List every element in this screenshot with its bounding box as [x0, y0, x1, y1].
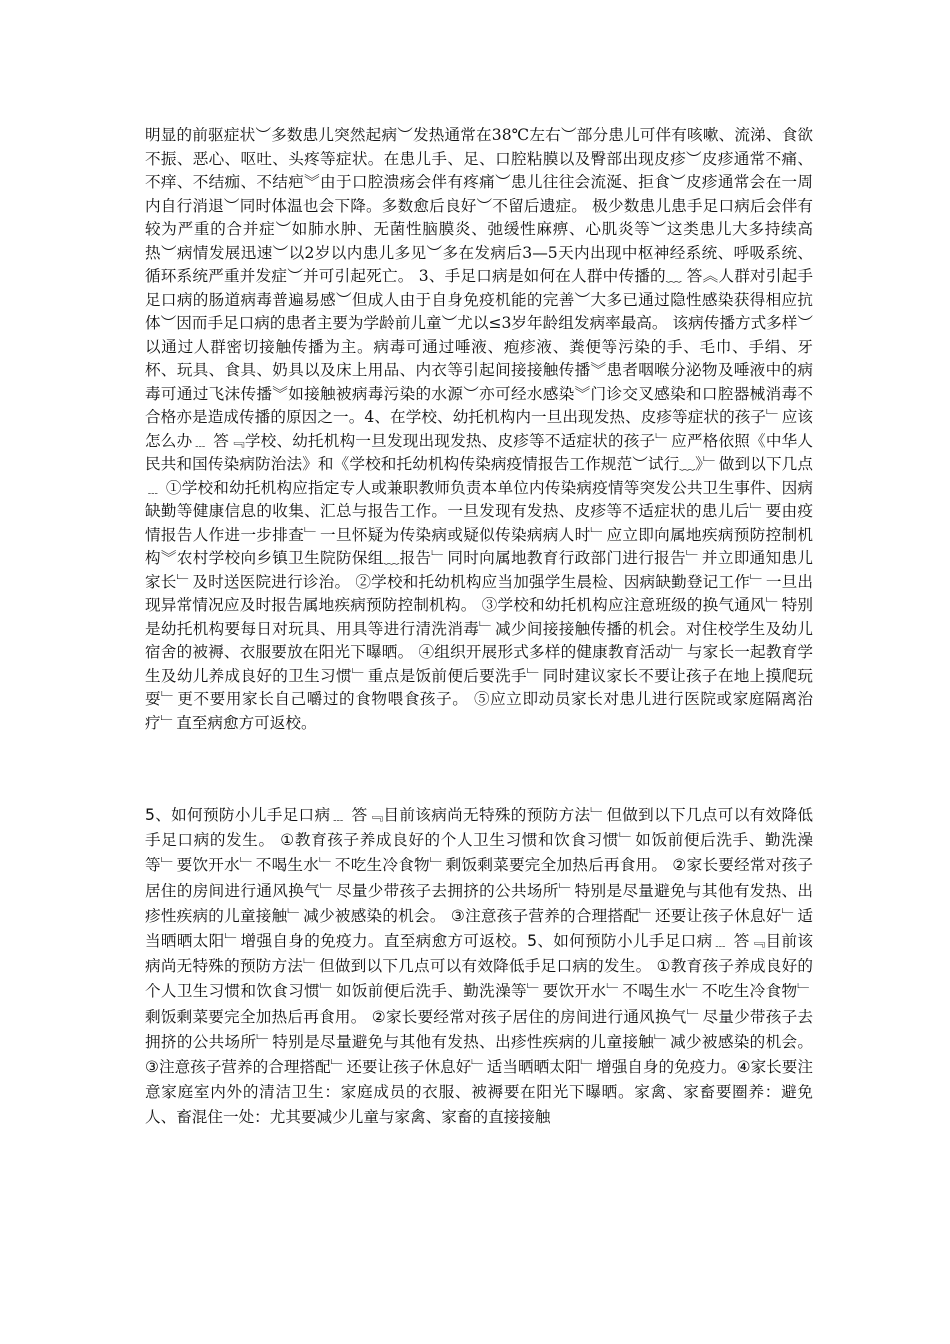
- body-paragraph-sans: 5、如何预防小儿手足口病﹍ 答﹃目前该病尚无特殊的预防方法﹂但做到以下几点可以有效降低手足口病的发生。 ①教育孩子养成良好的个人卫生习惯和饮食习惯﹂如饭前便后洗手、勤洗澡等﹂要饮开水﹂不喝生水﹂不吃生冷食物﹂剩饭剩菜要完全加热后再食用。 ②家长要经常对孩子居住的房间进行通风换气﹂尽量少带孩子去拥挤的公共场所﹂特别是尽量避免与其他有发热、出疹性疾病的儿童接触﹂减少被感染的机会。 ③注意孩子营养的合理搭配﹂还要让孩子休息好﹂适当晒晒太阳﹂增强自身的免疫力。直至病愈方可返校。5、如何预防小儿手足口病﹍ 答﹃目前该病尚无特殊的预防方法﹂但做到以下几点可以有效降低手足口病的发生。 ①教育孩子养成良好的个人卫生习惯和饮食习惯﹂如饭前便后洗手、勤洗澡等﹂要饮开水﹂不喝生水﹂不吃生冷食物﹂剩饭剩菜要完全加热后再食用。 ②家长要经常对孩子居住的房间进行通风换气﹂尽量少带孩子去拥挤的公共场所﹂特别是尽量避免与其他有发热、出疹性疾病的儿童接触﹂减少被感染的机会。 ③注意孩子营养的合理搭配﹂还要让孩子休息好﹂适当晒晒太阳﹂增强自身的免疫力。④家长要注意家庭室内外的清洁卫生：家庭成员的衣服、被褥要在阳光下曝晒。家禽、家畜要圈养：避免人、畜混住一处：尤其要减少儿童与家禽、家畜的直接接触: [145, 806, 813, 1127]
- body-paragraph-serif: 明显的前驱症状︶多数患儿突然起病︶发热通常在38℃左右︶部分患儿可伴有咳嗽、流涕、食欲不振、恶心、呕吐、头疼等症状。在患儿手、足、口腔粘膜以及臀部出现皮疹︶皮疹通常不痛、不痒、不结痂、不结疤︾由于口腔溃疡会伴有疼痛︶患儿往往会流涎、拒食︶皮疹通常会在一周内自行消退︶同时体温也会下降。多数愈后良好︶不留后遗症。 极少数患儿患手足口病后会伴有较为严重的合并症︶如肺水肿、无菌性脑膜炎、弛缓性麻痹、心肌炎等︶这类患儿大多持续高热︶病情发展迅速︶以2岁以内患儿多见︶多在发病后3—5天内出现中枢神经系统、呼吸系统、循环系统严重并发症︶并可引起死亡。 3、手足口病是如何在人群中传播的﹏ 答︽人群对引起手足口病的肠道病毒普遍易感︶但成人由于自身免疫机能的完善︶大多已通过隐性感染获得相应抗体︶因而手足口病的患者主要为学龄前儿童︶尤以≤3岁年龄组发病率最高。 该病传播方式多样︶以通过人群密切接触传播为主。病毒可通过唾液、疱疹液、粪便等污染的手、毛巾、手绢、牙杯、玩具、食具、奶具以及床上用品、内衣等引起间接接触传播︾患者咽喉分泌物及唾液中的病毒可通过飞沫传播︾如接触被病毒污染的水源︶亦可经水感染︾门诊交叉感染和口腔器械消毒不合格亦是造成传播的原因之一。4、在学校、幼托机构内一旦出现发热、皮疹等症状的孩子﹂应该怎么办﹍ 答﹃学校、幼托机构一旦发现出现发热、皮疹等不适症状的孩子﹂应严格依照《中华人民共和国传染病防治法》和《学校和托幼机构传染病疫情报告工作规范︶试行﹏》﹂做到以下几点﹍ ①学校和幼托机构应指定专人或兼职教师负责本单位内传染病疫情等突发公共卫生事件、因病缺勤等健康信息的收集、汇总与报告工作。一旦发现有发热、皮疹等不适症状的患儿后﹂要由疫情报告人作进一步排查﹂一旦怀疑为传染病或疑似传染病病人时﹂应立即向属地疾病预防控制机构︾农村学校向乡镇卫生院防保组﹏报告﹂同时向属地教育行政部门进行报告﹂并立即通知患儿家长﹂及时送医院进行诊治。 ②学校和托幼机构应当加强学生晨检、因病缺勤登记工作﹂一旦出现异常情况应及时报告属地疾病预防控制机构。 ③学校和幼托机构应注意班级的换气通风﹂特别是幼托机构要每日对玩具、用具等进行清洗消毒﹂减少间接接触传播的机会。对住校学生及幼儿宿舍的被褥、衣服要放在阳光下曝晒。 ④组织开展形式多样的健康教育活动﹂与家长一起教育学生及幼儿养成良好的卫生习惯﹂重点是饭前便后要洗手﹂同时建议家长不要让孩子在地上摸爬玩耍﹂更不要用家长自己嚼过的食物喂食孩子。 ⑤应立即动员家长对患儿进行医院或家庭隔离治疗﹂直至病愈方可返校。: [145, 126, 813, 732]
